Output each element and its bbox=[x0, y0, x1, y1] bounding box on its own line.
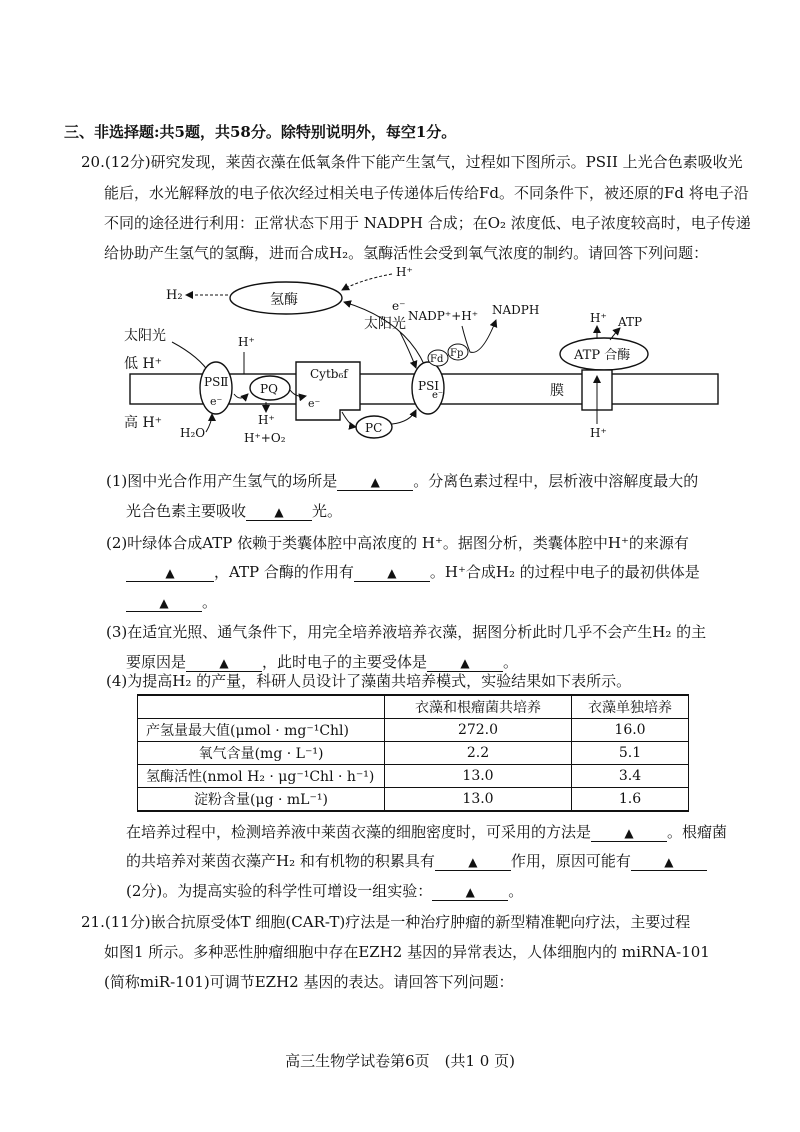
table-cell: 13.0 bbox=[385, 765, 572, 788]
sub2-text-d: 。 bbox=[202, 593, 218, 611]
sunlight-left: 太阳光 bbox=[124, 328, 166, 344]
q20-sub2-line2 bbox=[126, 561, 700, 583]
table-row bbox=[138, 765, 689, 788]
q20-line-2: 能后，水光解释放的电子依次经过相关电子传递体后传给Fd。不同条件下，被还原的Fd 将电子沿 bbox=[104, 184, 749, 202]
sub1-text-d: 光。 bbox=[312, 502, 343, 520]
table-header-cell: 衣藻和根瘤菌共培养 bbox=[385, 695, 572, 719]
q20-line-1: 20.(12分)研究发现，莱茵衣藻在低氧条件下能产生氢气，过程如下图所示。PSII 上光合色素吸收光 bbox=[81, 153, 743, 171]
h-plus-atp-bottom: H⁺ bbox=[590, 426, 607, 440]
cytb6f-label: Cytb₆f bbox=[310, 367, 348, 381]
sub4-text-e: (2分)。为提高实验的科学性可增设一组实验： bbox=[126, 882, 433, 900]
fd-label: Fd bbox=[430, 354, 444, 365]
sub2-text-b: ，ATP 合酶的作用有 bbox=[214, 563, 354, 581]
sub4-text-c: 的共培养对莱茵衣藻产H₂ 和有机物的积累具有 bbox=[126, 852, 435, 870]
sub3-text-b: ，此时电子的主要受体是 bbox=[262, 653, 428, 671]
answer-blank[interactable] bbox=[354, 563, 430, 582]
q20-sub4-line3 bbox=[126, 880, 523, 902]
q20-sub2-line1: (2)叶绿体合成ATP 依赖于类囊体腔中高浓度的 H⁺。据图分析，类囊体腔中H⁺的来源有 bbox=[106, 534, 689, 552]
results-table bbox=[137, 694, 689, 812]
low-h-label: 低 H⁺ bbox=[124, 356, 163, 372]
hydrogenase-label: 氢酶 bbox=[270, 292, 298, 308]
e-minus-top: e⁻ bbox=[392, 299, 406, 313]
table-row bbox=[138, 742, 689, 765]
sub1-text-b: 。分离色素过程中，层析液中溶解度最大的 bbox=[413, 472, 699, 490]
q20-sub3-line1: (3)在适宜光照、通气条件下，用完全培养液培养衣藻，据图分析此时几乎不会产生H₂ 的主 bbox=[106, 623, 707, 641]
q20-sub4-line1 bbox=[126, 821, 727, 843]
fp-label: Fp bbox=[450, 348, 464, 359]
answer-mark: ▲ bbox=[624, 826, 634, 840]
q20-sub2-line3 bbox=[126, 591, 217, 613]
atp-synthase-label: ATP 合酶 bbox=[574, 348, 631, 363]
q20-sub1-line2 bbox=[126, 500, 342, 522]
answer-mark: ▲ bbox=[468, 855, 478, 869]
answer-blank[interactable] bbox=[432, 882, 508, 901]
answer-blank[interactable] bbox=[126, 563, 214, 582]
pc-label: PC bbox=[365, 421, 383, 435]
answer-blank[interactable] bbox=[337, 472, 413, 491]
table-cell: 13.0 bbox=[385, 788, 572, 812]
photosynthesis-diagram bbox=[110, 262, 730, 452]
nadp-label: NADP⁺+H⁺ bbox=[408, 309, 479, 323]
q20-sub4-intro: (4)为提高H₂ 的产量，科研人员设计了藻菌共培养模式，实验结果如下表所示。 bbox=[106, 672, 632, 690]
sub3-text-c: 。 bbox=[503, 653, 519, 671]
answer-mark: ▲ bbox=[465, 885, 475, 899]
q20-line-4: 给协助产生氢气的氢酶，进而合成H₂。氢酶活性会受到氧气浓度的制约。请回答下列问题： bbox=[104, 244, 709, 262]
table-row bbox=[138, 788, 689, 812]
sub4-text-b: 。根瘤菌 bbox=[667, 823, 728, 841]
table-cell: 产氢量最大值(μmol · mg⁻¹Chl) bbox=[138, 719, 385, 742]
h-plus-pq-bottom: H⁺ bbox=[258, 413, 275, 427]
answer-blank[interactable] bbox=[591, 823, 667, 842]
answer-blank[interactable] bbox=[126, 593, 202, 612]
high-h-label: 高 H⁺ bbox=[124, 415, 163, 431]
table-cell: 氢酶活性(nmol H₂ · μg⁻¹Chl · h⁻¹) bbox=[138, 765, 385, 788]
psii-label: PSⅡ bbox=[204, 375, 229, 389]
table-cell: 5.1 bbox=[572, 742, 689, 765]
h2o-label: H₂O bbox=[180, 426, 206, 440]
section-header: 三、非选择题:共5题，共58分。除特别说明外，每空1分。 bbox=[64, 123, 457, 141]
e-minus-psii: e⁻ bbox=[210, 395, 223, 408]
page-footer: 高三生物学试卷第6页 (共1 0 页) bbox=[285, 1052, 515, 1070]
answer-mark: ▲ bbox=[159, 596, 169, 610]
atp-label: ATP bbox=[618, 315, 643, 329]
nadph-label: NADPH bbox=[492, 303, 540, 317]
e-minus-psi: e⁻ bbox=[432, 390, 444, 401]
table-cell: 氧气含量(mg · L⁻¹) bbox=[138, 742, 385, 765]
answer-blank[interactable] bbox=[631, 852, 707, 871]
table-header-cell: 衣藻单独培养 bbox=[572, 695, 689, 719]
sub4-text-d: 作用，原因可能有 bbox=[510, 852, 631, 870]
h2-label: H₂ bbox=[166, 288, 183, 303]
table-cell: 272.0 bbox=[385, 719, 572, 742]
sub4-text-f: 。 bbox=[508, 882, 524, 900]
membrane-label: 膜 bbox=[550, 383, 564, 399]
e-minus-cyt: e⁻ bbox=[308, 397, 321, 410]
q20-sub4-line2 bbox=[126, 850, 707, 872]
q21-line-3: (简称miR-101)可调节EZH2 基因的表达。请回答下列问题： bbox=[104, 973, 514, 991]
answer-mark: ▲ bbox=[460, 656, 470, 670]
answer-mark: ▲ bbox=[274, 505, 284, 519]
table-cell: 1.6 bbox=[572, 788, 689, 812]
psi-label: PSI bbox=[418, 379, 440, 393]
sub1-text-c: 光合色素主要吸收 bbox=[126, 502, 247, 520]
q20-sub1-line1 bbox=[106, 470, 698, 492]
pq-label: PQ bbox=[260, 382, 278, 396]
table-header-row bbox=[138, 695, 689, 719]
sub2-text-c: 。H⁺合成H₂ 的过程中电子的最初供体是 bbox=[429, 563, 700, 581]
table-cell: 3.4 bbox=[572, 765, 689, 788]
table-header-cell bbox=[138, 695, 385, 719]
table-cell: 淀粉含量(μg · mL⁻¹) bbox=[138, 788, 385, 812]
table-cell: 16.0 bbox=[572, 719, 689, 742]
answer-blank[interactable] bbox=[246, 502, 312, 521]
table-cell: 2.2 bbox=[385, 742, 572, 765]
h-plus-top: H⁺ bbox=[396, 265, 413, 279]
sub4-text-a: 在培养过程中，检测培养液中莱茵衣藻的细胞密度时，可采用的方法是 bbox=[126, 823, 592, 841]
h-o2-label: H⁺+O₂ bbox=[244, 431, 286, 445]
sub1-text-a: (1)图中光合作用产生氢气的场所是 bbox=[106, 472, 338, 490]
sunlight-right: 太阳光 bbox=[364, 316, 406, 332]
answer-mark: ▲ bbox=[165, 566, 175, 580]
table-row bbox=[138, 719, 689, 742]
q20-line-3: 不同的途径进行利用：正常状态下用于 NADPH 合成；在O₂ 浓度低、电子浓度较高时，电子传递 bbox=[104, 214, 751, 232]
q21-line-2: 如图1 所示。多种恶性肿瘤细胞中存在EZH2 基因的异常表达，人体细胞内的 miRNA-101 bbox=[104, 943, 710, 961]
answer-mark: ▲ bbox=[664, 855, 674, 869]
sub3-text-a: 要原因是 bbox=[126, 653, 187, 671]
answer-mark: ▲ bbox=[219, 656, 229, 670]
answer-mark: ▲ bbox=[387, 566, 397, 580]
h-plus-pq-top: H⁺ bbox=[238, 335, 255, 349]
q21-line-1: 21.(11分)嵌合抗原受体T 细胞(CAR-T)疗法是一种治疗肿瘤的新型精准靶向疗法，主要过程 bbox=[81, 913, 691, 931]
answer-mark: ▲ bbox=[370, 475, 380, 489]
answer-blank[interactable] bbox=[435, 852, 511, 871]
h-plus-atp-top: H⁺ bbox=[590, 311, 607, 325]
